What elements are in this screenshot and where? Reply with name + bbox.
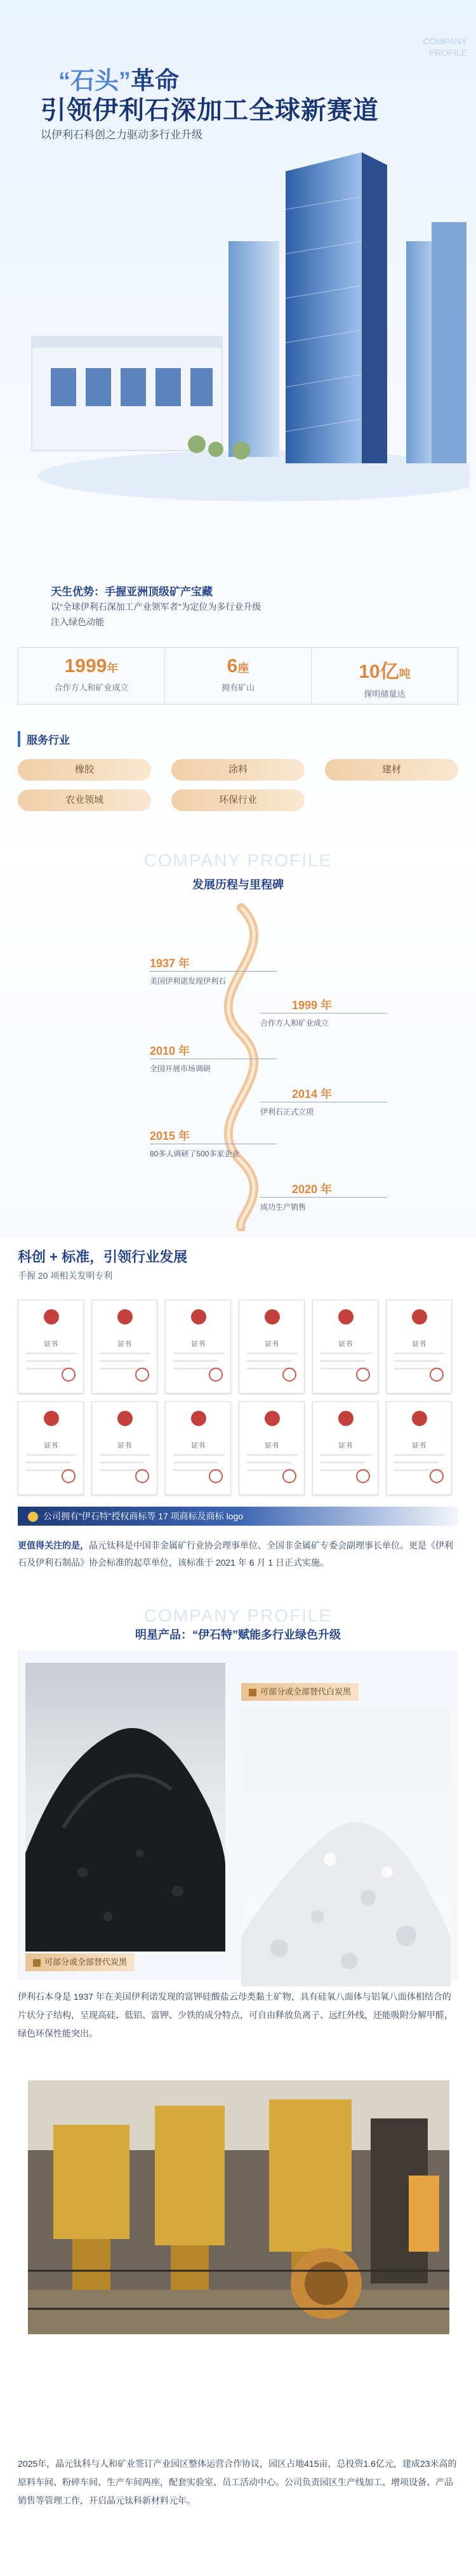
timeline-year-2015: 2015 年 (150, 1130, 190, 1142)
certificate-line (26, 1360, 70, 1362)
certificate-stamp-icon (282, 1469, 296, 1483)
certificate-line (100, 1360, 144, 1362)
history-ghost: COMPANY PROFILE (143, 850, 333, 870)
products-ghost: COMPANY PROFILE (143, 1606, 333, 1625)
certificate-seal-icon (265, 1411, 280, 1426)
closing-paragraph: 2025年，晶元钛科与人和矿业签订产业园区整体运营合作协议，园区占地415亩，总投资1.6亿元，建成23米高的原料车间、粉碎车间、生产车间两座，配套实验室、员工活动中心。公司负责园区生产线加工、增项设备、产品销售等管理工作，开启晶元钛科新材料元年。 (18, 2459, 457, 2506)
timeline-event-2015: 80多人调研了500多家企业 (150, 1144, 277, 1159)
patent-certificate (165, 1300, 231, 1394)
stat-mines-value: 6 (227, 656, 238, 677)
white-carbon-photo (241, 1707, 451, 1986)
patent-certificate (91, 1401, 157, 1495)
company-profile-line1: COMPANY (423, 36, 467, 46)
stat-mines (165, 648, 312, 704)
certificate-caption: 证书 (44, 1340, 58, 1348)
hero-title-quote: “石头” (58, 68, 131, 95)
certificate-stamp-icon (356, 1368, 370, 1382)
patents-title: 科创 + 标准，引领行业发展 (18, 1249, 188, 1265)
timeline-year-2014: 2014 年 (292, 1088, 333, 1100)
patent-certificate (239, 1401, 305, 1495)
certificate-caption: 证书 (191, 1442, 205, 1450)
stat-reserves (312, 648, 458, 704)
stat-mines-unit: 座 (237, 662, 249, 675)
trademark-note-icon (28, 1512, 38, 1522)
certificate-stamp-icon (209, 1368, 223, 1382)
certificate-caption: 证书 (338, 1340, 352, 1348)
tag-white-carbon-text: 可部分或全部替代白炭黑 (260, 1687, 352, 1696)
certificate-caption: 证书 (412, 1442, 426, 1450)
certificate-caption: 证书 (117, 1340, 131, 1348)
certificate-seal-icon (117, 1309, 133, 1324)
building-illustration (25, 146, 470, 501)
certificate-line (394, 1360, 439, 1362)
patent-certificate (91, 1300, 157, 1394)
products-title: 明星产品：“伊石特”赋能多行业绿色升级 (135, 1628, 341, 1641)
patents-subtitle: 手握 20 项相关发明专利 (18, 1271, 113, 1281)
stat-founded-unit: 年 (107, 662, 119, 675)
timeline-year-2010: 2010 年 (150, 1045, 190, 1057)
certificate-line (173, 1352, 224, 1354)
stat-founded-label: 合作方人和矿业成立 (54, 683, 129, 692)
tag-carbon-black-text: 可部分或全部替代炭黑 (44, 1957, 128, 1967)
certificate-line (26, 1454, 77, 1456)
company-profile-line2: PROFILE (429, 48, 467, 58)
certificate-line (173, 1462, 218, 1463)
certificate-line (26, 1352, 77, 1354)
company-profile-mark (423, 36, 467, 58)
certificate-seal-icon (191, 1309, 206, 1324)
certificate-line (100, 1352, 150, 1354)
certificate-line (247, 1462, 291, 1463)
certificate-line (247, 1454, 298, 1456)
timeline-event-1937: 美国伊利诺发现伊利石 (150, 971, 277, 986)
tag-carbon-black (25, 1953, 135, 1971)
certificate-line (247, 1352, 298, 1354)
service-chip-coating: 涂料 (171, 759, 305, 781)
certificate-line (321, 1454, 371, 1456)
product-description: 伊利石本身是 1937 年在美国伊利诺发现的富钾硅酸盐云母类黏土矿物，具有硅氧八面体与铝氧八面体相结合的片状分子结构，呈现高硅、低铝、富钾、少铁的成分特点，可自由释放负离子、远红外线，还能吸附分解甲醛，绿色环保性能突出。 (18, 1991, 453, 2038)
certificate-seal-icon (338, 1411, 354, 1426)
certificate-stamp-icon (356, 1469, 370, 1483)
hero-subtitle: 以伊利石科创之力驱动多行业升级 (41, 129, 202, 141)
certificate-line (247, 1360, 291, 1362)
certificate-line (394, 1352, 445, 1354)
service-chip-agriculture: 农业领域 (18, 789, 151, 811)
stats-bar (18, 647, 458, 704)
certificate-seal-icon (412, 1411, 427, 1426)
certificate-seal-icon (412, 1309, 427, 1324)
certificate-caption: 证书 (191, 1340, 205, 1348)
stat-founded (18, 648, 165, 704)
certificate-line (321, 1360, 365, 1362)
certificate-line (173, 1360, 218, 1362)
certificate-caption: 证书 (338, 1442, 352, 1450)
certificate-seal-icon (44, 1309, 59, 1324)
certificate-line (321, 1352, 371, 1354)
hero-title-line2: 引领伊利石深加工全球新赛道 (41, 96, 379, 124)
timeline-year-1999: 1999 年 (292, 999, 333, 1012)
patent-certificate (312, 1401, 378, 1495)
certificate-stamp-icon (62, 1368, 76, 1382)
certificate-caption: 证书 (412, 1340, 426, 1348)
hero-title-word: 革命 (131, 68, 180, 95)
certificate-line (100, 1454, 150, 1456)
certificate-caption: 证书 (265, 1442, 279, 1450)
patents-paragraph-body: 晶元钛科是中国非金属矿行业协会理事单位、全国非金属矿专委会副理事长单位。更是《伊利石及伊利石制品》协会标准的起草单位，该标准于 2021 年 6 月 1 日正式实施。 (18, 1540, 453, 1568)
certificate-stamp-icon (430, 1368, 444, 1382)
tag-square-icon (33, 1959, 41, 1967)
tag-white-carbon (241, 1683, 359, 1701)
certificate-stamp-icon (282, 1368, 296, 1382)
certificate-seal-icon (265, 1309, 280, 1324)
carbon-black-photo (25, 1663, 225, 1952)
patent-certificate (239, 1300, 305, 1394)
patents-paragraph-lead: 更值得关注的是， (18, 1540, 89, 1550)
certificate-seal-icon (117, 1411, 133, 1426)
certificate-line (394, 1462, 439, 1463)
certificate-line (100, 1462, 144, 1463)
advantage-title: 天生优势：手握亚洲顶级矿产宝藏 (51, 586, 213, 598)
timeline-event-2010: 全国开展市场调研 (150, 1059, 277, 1074)
patent-certificate (386, 1401, 452, 1495)
certificate-seal-icon (338, 1309, 354, 1324)
history-title: 发展历程与里程碑 (192, 878, 284, 891)
patent-certificate (18, 1300, 84, 1394)
stat-founded-value: 1999 (64, 656, 107, 677)
services-label: 服务行业 (18, 731, 70, 747)
certificate-line (26, 1462, 70, 1463)
certificate-seal-icon (191, 1411, 206, 1426)
factory-photo (28, 2080, 449, 2334)
timeline-event-2020: 成功生产销售 (260, 1197, 387, 1212)
certificate-stamp-icon (209, 1469, 223, 1483)
patent-certificate (312, 1300, 378, 1394)
stat-reserves-unit: 吨 (399, 668, 411, 680)
certificate-stamp-icon (135, 1368, 149, 1382)
advantage-text: 以“全球伊利石深加工产业领军者”为定位为多行业升级注入绿色动能 (51, 602, 261, 627)
certificate-line (394, 1454, 445, 1456)
tag-square-icon (249, 1689, 256, 1696)
certificate-stamp-icon (62, 1469, 76, 1483)
certificate-stamp-icon (430, 1469, 444, 1483)
certificate-line (321, 1462, 365, 1463)
certificate-stamp-icon (135, 1469, 149, 1483)
patent-certificate (165, 1401, 231, 1495)
certificate-caption: 证书 (44, 1442, 58, 1450)
service-chip-building: 建材 (325, 759, 458, 781)
patent-certificate (386, 1300, 452, 1394)
certificate-caption: 证书 (117, 1442, 131, 1450)
stat-mines-label: 拥有矿山 (221, 683, 255, 692)
timeline-event-1999: 合作方人和矿业成立 (260, 1013, 387, 1028)
patents-paragraph (18, 1537, 458, 1571)
certificate-seal-icon (44, 1411, 59, 1426)
trademark-note (18, 1507, 458, 1526)
timeline-year-1937: 1937 年 (150, 957, 190, 970)
stat-reserves-label: 探明储量达 (364, 689, 406, 699)
certificate-line (173, 1454, 224, 1456)
service-chip-rubber: 橡胶 (18, 759, 151, 781)
timeline-year-2020: 2020 年 (292, 1183, 333, 1196)
service-chip-environment: 环保行业 (171, 789, 305, 811)
stat-reserves-value: 10亿 (359, 661, 399, 682)
timeline-event-2014: 伊利石正式立项 (260, 1102, 387, 1117)
trademark-note-text: 公司拥有“伊石特”授权商标等 17 项商标及商标 logo (43, 1511, 244, 1521)
patent-certificate (18, 1401, 84, 1495)
certificate-caption: 证书 (265, 1340, 279, 1348)
